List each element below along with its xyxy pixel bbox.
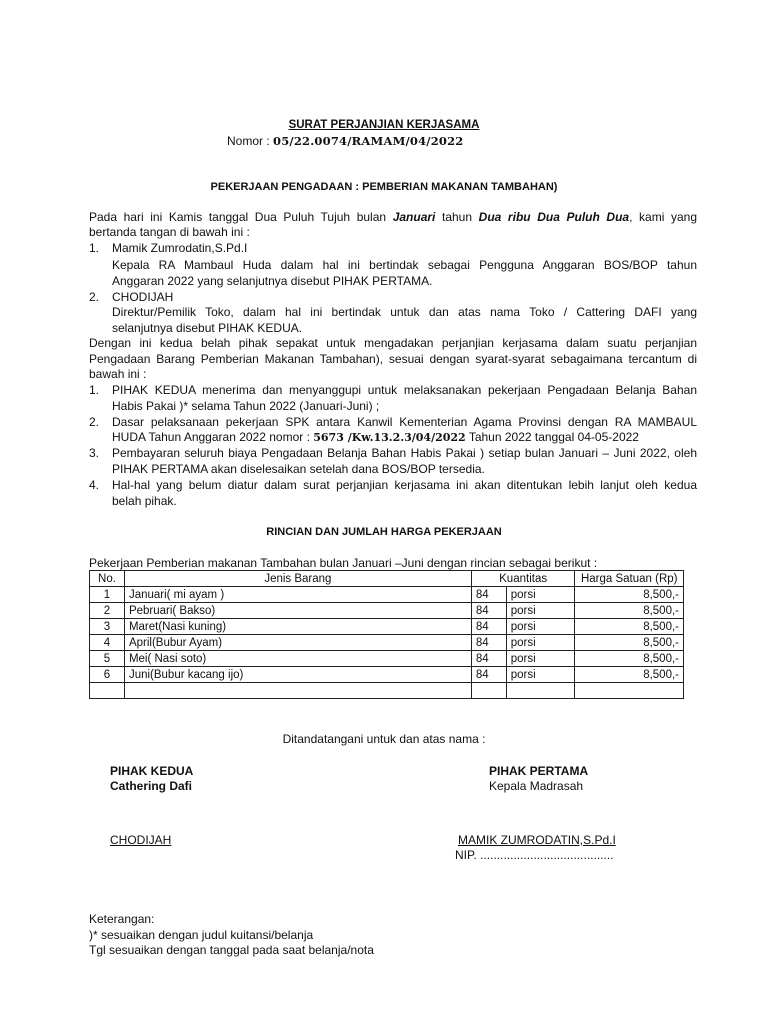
table-row-empty xyxy=(90,683,684,699)
row-item: Januari( mi ayam ) xyxy=(124,587,471,603)
intro-year: Dua ribu Dua Puluh Dua xyxy=(478,210,630,224)
row-unit: porsi xyxy=(506,667,575,683)
document-subtitle: PEKERJAAN PENGADAAN : PEMBERIAN MAKANAN TAMBAHAN) xyxy=(210,181,558,193)
row-qty: 84 xyxy=(471,603,506,619)
header-price: Harga Satuan (Rp) xyxy=(575,571,684,587)
table-row xyxy=(90,603,684,619)
row-item: Mei( Nasi soto) xyxy=(124,651,471,667)
row-item: Juni(Bubur kacang ijo) xyxy=(124,667,471,683)
party-1-line-1: Kepala RA Mambaul Huda dalam hal ini bertindak sebagai Pengguna Anggaran BOS/BOP tahun xyxy=(112,258,697,272)
row-price: 8,500,- xyxy=(575,651,684,667)
term-4-line-2: belah pihak. xyxy=(112,494,177,508)
party-1-number: 1. xyxy=(89,241,100,255)
row-qty: 84 xyxy=(471,667,506,683)
table-row xyxy=(90,619,684,635)
notes-line-2: Tgl sesuaikan dengan tanggal pada saat belanja/nota xyxy=(89,943,374,957)
details-intro: Pekerjaan Pemberian makanan Tambahan bulan Januari –Juni dengan rincian sebagai berikut : xyxy=(89,556,598,570)
term-2-text-c: Tahun 2022 tanggal 04-05-2022 xyxy=(465,430,639,444)
signature-intro: Ditandatangani untuk dan atas nama : xyxy=(282,732,486,746)
intro-text-b: tahun xyxy=(442,210,473,224)
intro-line-2: bertanda tangan di bawah ini : xyxy=(89,225,250,239)
party-2-name: CHODIJAH xyxy=(112,290,174,304)
row-price: 8,500,- xyxy=(575,635,684,651)
row-unit: porsi xyxy=(506,587,575,603)
signature-right-label: PIHAK PERTAMA xyxy=(489,764,589,778)
items-table xyxy=(89,570,684,699)
row-item: April(Bubur Ayam) xyxy=(124,635,471,651)
term-2-text-a: HUDA Tahun Anggaran 2022 nomor : xyxy=(112,430,314,444)
row-unit: porsi xyxy=(506,651,575,667)
row-qty: 84 xyxy=(471,635,506,651)
signature-right-org: Kepala Madrasah xyxy=(489,779,584,793)
intro-line-1 xyxy=(89,210,697,226)
row-item: Maret(Nasi kuning) xyxy=(124,619,471,635)
row-price: 8,500,- xyxy=(575,619,684,635)
term-4-line-1: Hal-hal yang belum diatur dalam surat perjanjian kerjasama ini akan ditentukan lebih lanjut oleh kedua xyxy=(112,478,697,492)
row-no: 6 xyxy=(90,667,125,683)
intro-text-a: Pada hari ini Kamis tanggal Dua Puluh Tujuh bulan xyxy=(89,210,387,224)
intro-text-c: , kami yang xyxy=(629,210,698,224)
term-1-line-1: PIHAK KEDUA menerima dan menyanggupi untuk melaksanakan pekerjaan Pengadaan Belanja Bahan xyxy=(112,383,697,397)
row-no: 1 xyxy=(90,587,125,603)
document-title: SURAT PERJANJIAN KERJASAMA xyxy=(288,119,480,131)
party-2-number: 2. xyxy=(89,290,100,304)
signature-left-org: Cathering Dafi xyxy=(110,779,193,793)
party-2-line-1: Direktur/Pemilik Toko, dalam hal ini bertindak untuk dan atas nama Toko / Cattering DAFI yang xyxy=(112,305,697,319)
signature-right-nip: NIP. ........................................ xyxy=(455,848,614,862)
term-3-line-2: PIHAK PERTAMA akan diselesaikan setelah dana BOS/BOP tersedia. xyxy=(112,462,485,476)
header-item: Jenis Barang xyxy=(124,571,471,587)
row-no: 5 xyxy=(90,651,125,667)
party-1-line-2: Anggaran 2022 yang selanjutnya disebut PIHAK PERTAMA. xyxy=(112,274,433,288)
term-1-line-2: Habis Pakai )* selama Tahun 2022 (Januari-Juni) ; xyxy=(112,399,380,413)
term-3-number: 3. xyxy=(89,446,100,460)
table-row xyxy=(90,635,684,651)
row-price: 8,500,- xyxy=(575,667,684,683)
document-number xyxy=(227,134,464,150)
row-qty: 84 xyxy=(471,651,506,667)
signature-left-label: PIHAK KEDUA xyxy=(110,764,194,778)
agreement-line-2: Pengadaan Barang Pemberian Makanan Tambahan), sesuai dengan syarat-syarat sebagaimana tercantum di xyxy=(89,352,697,366)
term-1-number: 1. xyxy=(89,383,100,397)
row-no: 4 xyxy=(90,635,125,651)
notes-label: Keterangan: xyxy=(89,912,155,926)
agreement-line-3: bawah ini : xyxy=(89,367,147,381)
row-item: Pebruari( Bakso) xyxy=(124,603,471,619)
agreement-line-1: Dengan ini kedua belah pihak sepakat untuk mengadakan perjanjian kerjasama dalam suatu perjanjian xyxy=(89,336,697,350)
term-2-spk-number: 5673 /Kw.13.2.3/04/2022 xyxy=(313,431,466,444)
party-1-name: Mamik Zumrodatin,S.Pd.I xyxy=(112,241,248,255)
term-3-line-1: Pembayaran seluruh biaya Pengadaan Belanja Bahan Habis Pakai ) setiap bulan Januari – Juni 2022, oleh xyxy=(112,446,697,460)
row-unit: porsi xyxy=(506,635,575,651)
row-unit: porsi xyxy=(506,603,575,619)
header-qty: Kuantitas xyxy=(471,571,575,587)
intro-month: Januari xyxy=(392,210,436,224)
notes-line-1: )* sesuaikan dengan judul kuitansi/belanja xyxy=(89,928,314,942)
signature-left-name: CHODIJAH xyxy=(110,833,172,847)
term-2-line-1: Dasar pelaksanaan pekerjaan SPK antara Kanwil Kementerian Agama Provinsi dengan RA MAMBAUL xyxy=(112,415,697,429)
details-heading: RINCIAN DAN JUMLAH HARGA PEKERJAAN xyxy=(266,526,502,538)
party-2-line-2: selanjutnya disebut PIHAK KEDUA. xyxy=(112,321,303,335)
row-qty: 84 xyxy=(471,587,506,603)
table-row xyxy=(90,651,684,667)
row-qty: 84 xyxy=(471,619,506,635)
header-no: No. xyxy=(90,571,125,587)
term-4-number: 4. xyxy=(89,478,100,492)
table-header-row xyxy=(90,571,684,587)
term-2-line-2 xyxy=(112,430,697,446)
document-number-value: 05/22.0074/RAMAM/04/2022 xyxy=(273,134,464,148)
term-2-number: 2. xyxy=(89,415,100,429)
table-row xyxy=(90,667,684,683)
row-no: 3 xyxy=(90,619,125,635)
signature-right-name: MAMIK ZUMRODATIN,S.Pd.I xyxy=(458,833,616,847)
table-row xyxy=(90,587,684,603)
row-price: 8,500,- xyxy=(575,603,684,619)
document-number-label: Nomor : xyxy=(227,134,274,148)
row-price: 8,500,- xyxy=(575,587,684,603)
row-no: 2 xyxy=(90,603,125,619)
row-unit: porsi xyxy=(506,619,575,635)
